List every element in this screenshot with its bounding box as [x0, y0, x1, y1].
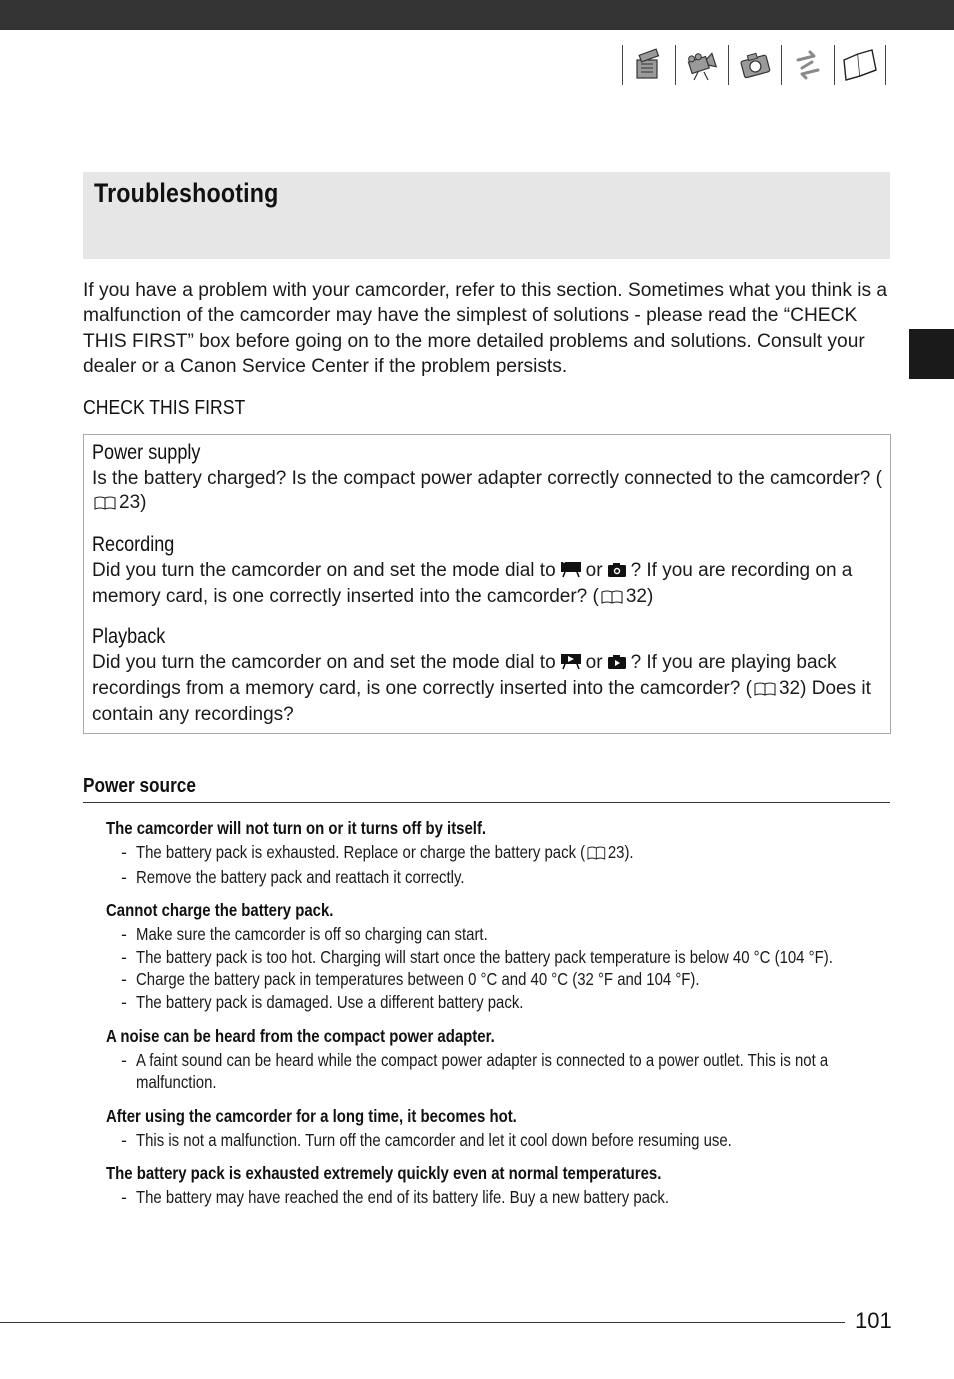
chapter-tab-marker [909, 329, 954, 379]
check-item-title: Power supply [92, 441, 201, 464]
check-item-text [92, 651, 882, 727]
section-divider [83, 802, 890, 803]
chapter-nav [622, 45, 886, 85]
solution-text: The battery pack is damaged. Use a different battery pack. [136, 991, 524, 1012]
list-dash: - [121, 946, 127, 967]
movie-playback-mode-icon [560, 652, 582, 677]
camcorder-icon[interactable] [675, 45, 728, 85]
check-item-recording [92, 533, 882, 611]
section-heading: Power source [83, 774, 196, 797]
problem-group [106, 1161, 906, 1209]
solution-item [106, 923, 906, 946]
check-first-heading: CHECK THIS FIRST [83, 396, 246, 419]
intro-paragraph: If you have a problem with your camcorder, refer to this section. Sometimes what you think is a malfunction of the camcorder may have the simplest of solutions - please read the “CHECK THIS FIRST” box before going on to the more detailed problems and solutions. Consult your dealer or a Canon Service Center if the problem persists. [83, 280, 888, 377]
book-icon [601, 587, 623, 611]
movie-mode-icon[interactable] [622, 45, 675, 85]
check-item-power-supply [92, 441, 882, 517]
page-reference: 32) [625, 586, 654, 607]
book-icon [754, 679, 776, 703]
check-item-title: Playback [92, 625, 166, 648]
list-dash: - [121, 1129, 127, 1150]
solution-item [106, 1049, 906, 1094]
book-icon [587, 843, 605, 866]
problem-group [106, 1024, 906, 1094]
page-title: Troubleshooting [94, 178, 279, 208]
solution-item [106, 991, 906, 1014]
footer-divider [0, 1322, 845, 1323]
connection-icon[interactable] [781, 45, 834, 85]
solution-item [106, 946, 906, 969]
solution-text: This is not a malfunction. Turn off the camcorder and let it cool down before resuming use. [136, 1129, 732, 1150]
check-item-text [92, 467, 882, 517]
list-dash: - [121, 1049, 127, 1070]
photo-record-mode-icon [607, 561, 627, 585]
problem-title: The camcorder will not turn on or it turns off by itself. [106, 818, 487, 838]
solution-text: Charge the battery pack in temperatures between 0 °C and 40 °C (32 °F and 104 °F). [136, 969, 700, 990]
or-text: or [585, 560, 603, 581]
problem-title: After using the camcorder for a long time, it becomes hot. [106, 1105, 517, 1126]
problem-list [106, 816, 906, 1219]
page-reference: 23). [607, 842, 634, 862]
solution-text-part: The battery pack is exhausted. Replace or charge the battery pack ( [136, 842, 586, 862]
or-text: or [585, 652, 603, 673]
list-dash: - [121, 924, 127, 945]
page-number: 101 [855, 1308, 892, 1333]
check-first-box [83, 434, 891, 734]
book-icon[interactable] [834, 45, 886, 85]
solution-item [106, 968, 906, 991]
solution-item [106, 866, 906, 889]
problem-group [106, 816, 906, 888]
check-item-text-part: ? If you are playing back recordings from a memory card, is one correctly inserted into the camcorder? ( [92, 652, 837, 699]
list-dash: - [121, 1187, 127, 1208]
list-dash: - [121, 842, 127, 862]
movie-record-mode-icon [560, 560, 582, 585]
check-item-text [92, 559, 882, 611]
check-item-text-part: Is the battery charged? Is the compact power adapter correctly connected to the camcorder? ( [92, 468, 882, 489]
top-bar [0, 0, 954, 30]
page-reference: 32) Does it contain any recordings? [92, 678, 871, 725]
list-dash: - [121, 969, 127, 990]
solution-text: The battery pack is too hot. Charging will start once the battery pack temperature is below 40 °C (104 °F). [136, 946, 833, 967]
problem-group [106, 898, 906, 1013]
list-dash: - [121, 866, 127, 887]
check-item-text-part: Did you turn the camcorder on and set the mode dial to [92, 652, 556, 673]
solution-item [106, 1186, 906, 1209]
check-item-playback [92, 625, 882, 727]
check-item-title: Recording [92, 533, 175, 556]
solution-item [106, 841, 906, 866]
problem-title: A noise can be heard from the compact power adapter. [106, 1025, 495, 1046]
solution-text: Remove the battery pack and reattach it correctly. [136, 866, 465, 887]
solution-text: Make sure the camcorder is off so charging can start. [136, 924, 488, 945]
solution-text: The battery may have reached the end of its battery life. Buy a new battery pack. [136, 1187, 670, 1208]
solution-text: A faint sound can be heard while the compact power adapter is connected to a power outlet. This is not a malfunction. [136, 1049, 829, 1093]
book-icon [94, 493, 116, 517]
check-item-text-part: ? If you are recording on a memory card, is one correctly inserted into the camcorder? ( [92, 560, 853, 607]
problem-title: Cannot charge the battery pack. [106, 900, 334, 921]
page-reference: 23) [119, 492, 147, 513]
list-dash: - [121, 991, 127, 1012]
solution-item [106, 1129, 906, 1152]
photo-playback-mode-icon [607, 653, 627, 677]
check-item-text-part: Did you turn the camcorder on and set the mode dial to [92, 560, 556, 581]
problem-group [106, 1104, 906, 1152]
title-banner [83, 172, 890, 259]
solution-text [136, 841, 895, 866]
problem-title: The battery pack is exhausted extremely quickly even at normal temperatures. [106, 1163, 662, 1184]
photo-icon[interactable] [728, 45, 781, 85]
